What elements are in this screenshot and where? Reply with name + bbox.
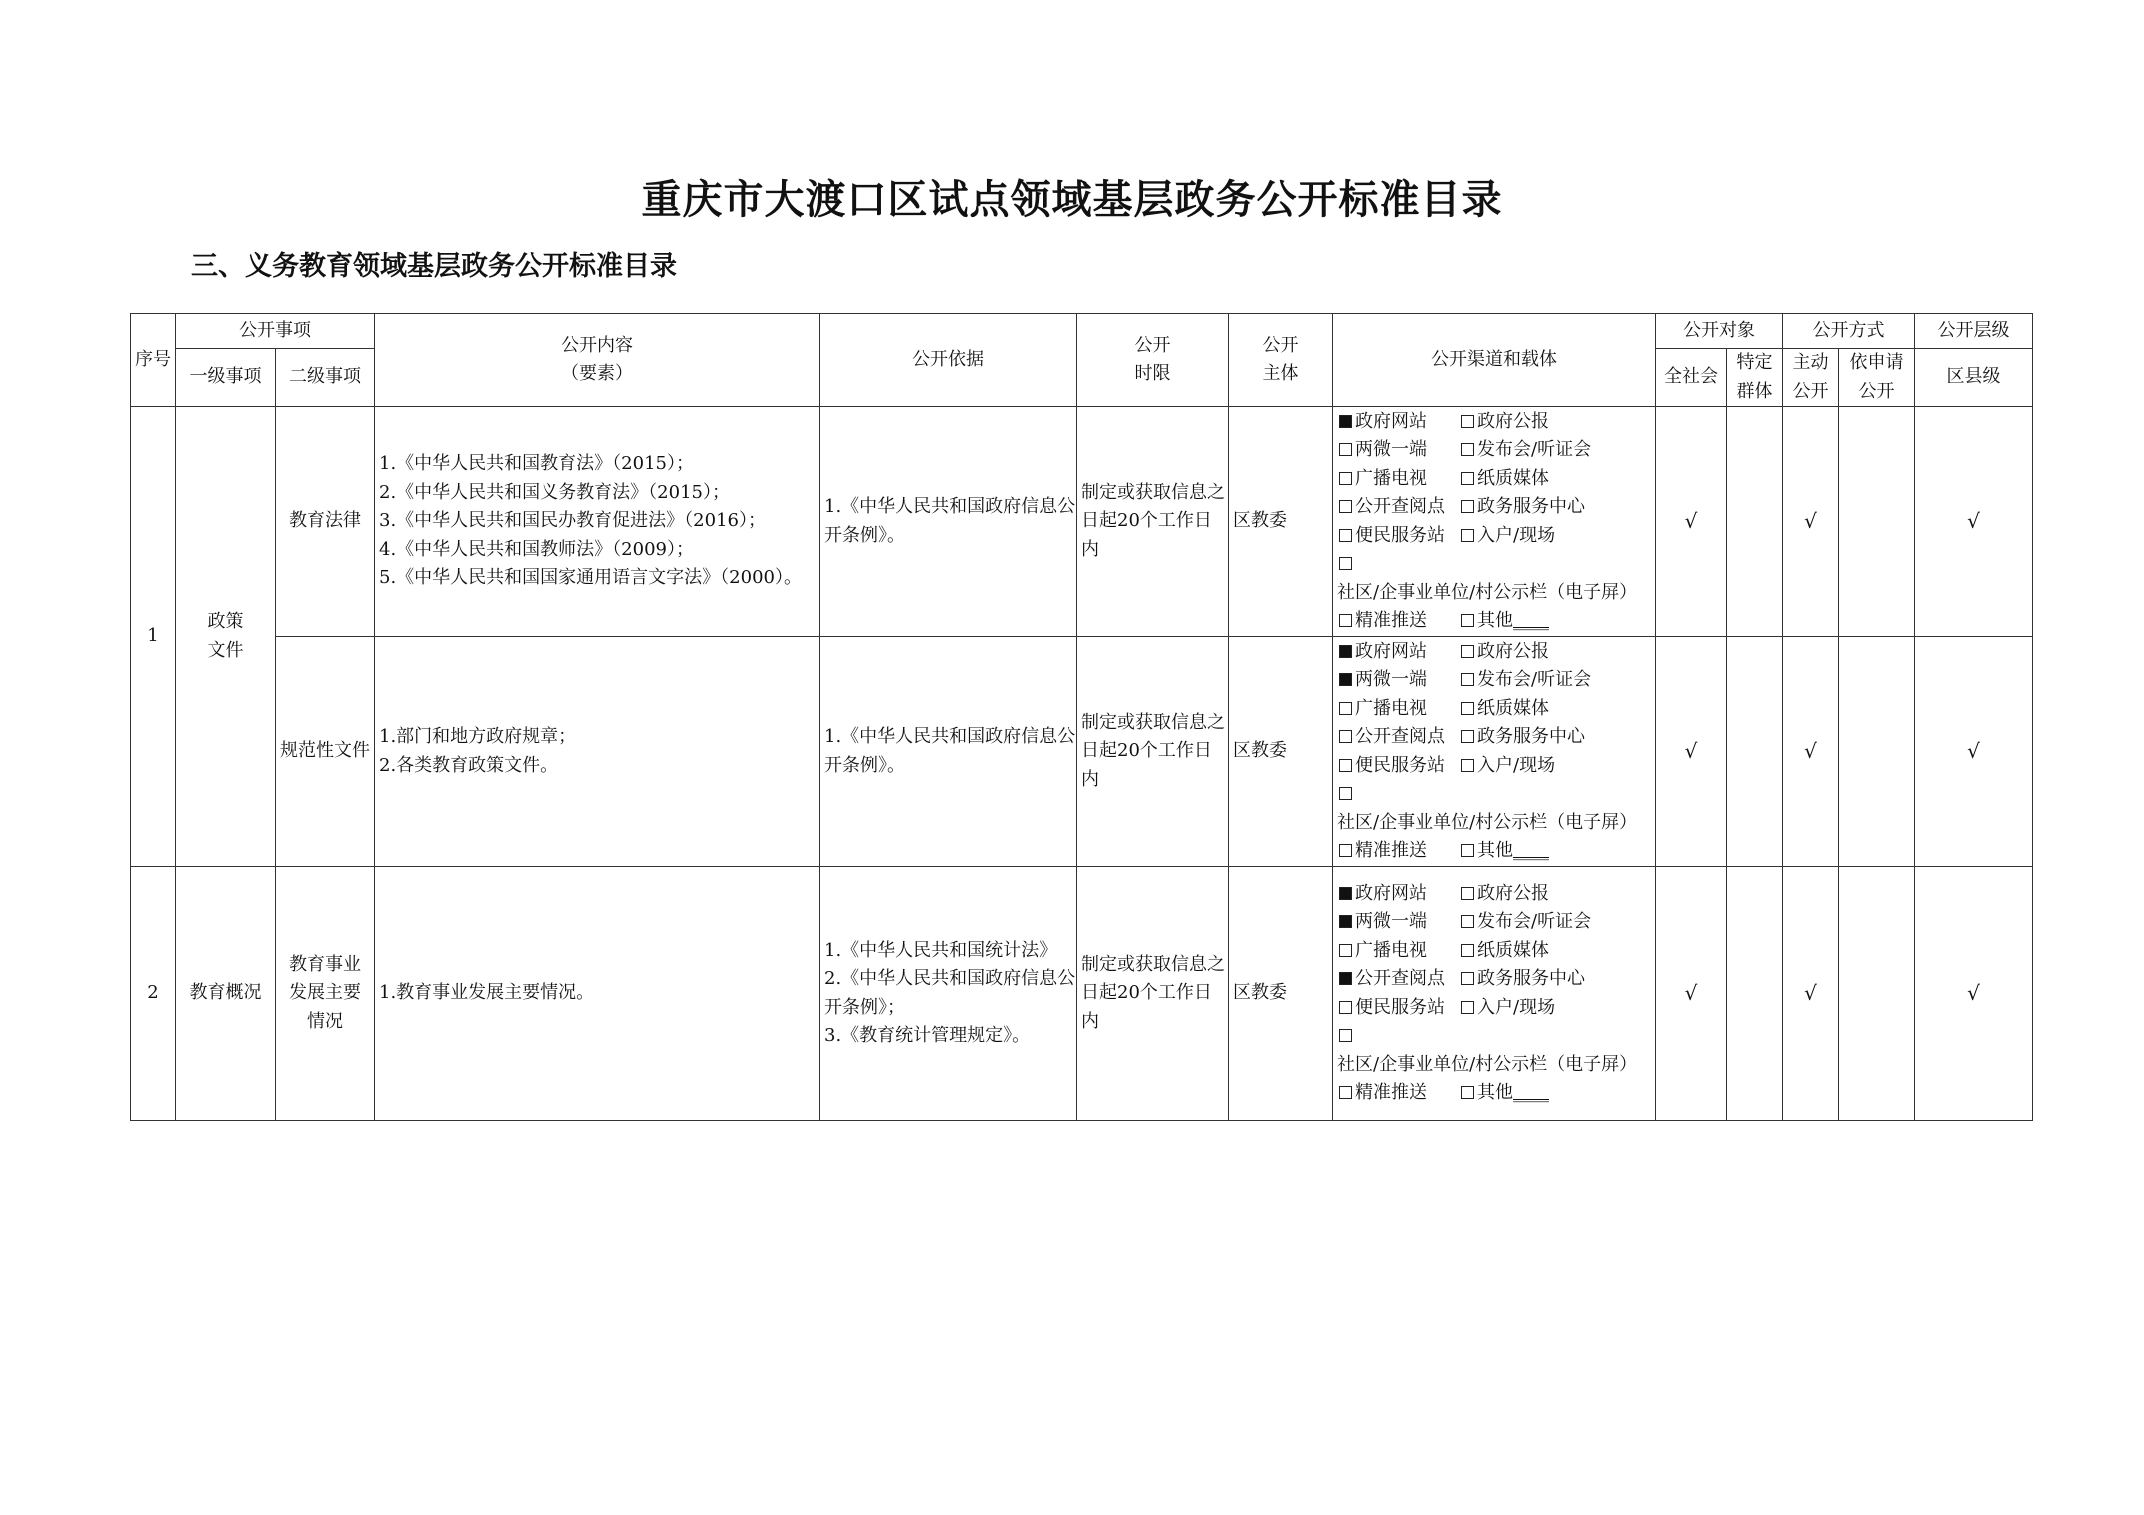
channel-line <box>1337 522 1655 551</box>
subject-cell: 区教委 <box>1229 637 1333 867</box>
channel-label: 两微一端 <box>1355 439 1427 460</box>
checkbox-icon <box>1461 472 1474 485</box>
seq-cell: 2 <box>131 867 176 1121</box>
channel-option-other <box>1459 837 1549 866</box>
header-active: 主动 公开 <box>1783 349 1839 407</box>
channel-label: 政府公报 <box>1477 640 1549 662</box>
channel-label: 精准推送 <box>1355 840 1427 861</box>
checkbox-icon <box>1339 500 1352 513</box>
content-cell: 1.部门和地方政府规章； 2.各类教育政策文件。 <box>375 637 820 867</box>
channel-label: 便民服务站 <box>1355 754 1445 776</box>
header-level2: 二级事项 <box>276 349 375 407</box>
checkbox-icon <box>1339 557 1352 570</box>
time-limit-cell: 制定或获取信息之日起20个工作日内 <box>1077 637 1229 867</box>
fill-blank: ____ <box>1513 1082 1549 1103</box>
channel-option-two-micro-one-end <box>1337 666 1459 695</box>
channel-option-bulletin-board <box>1337 1022 1655 1079</box>
fill-blank: ____ <box>1513 840 1549 861</box>
basis-cell: 1.《中华人民共和国政府信息公开条例》。 <box>820 637 1077 867</box>
channel-option-bulletin-board <box>1337 780 1655 837</box>
channel-line <box>1337 465 1655 494</box>
channel-label: 政府网站 <box>1355 410 1427 432</box>
checkbox-icon <box>1339 1086 1352 1099</box>
header-time-limit: 公开 时限 <box>1077 314 1229 407</box>
checkbox-icon <box>1339 614 1352 627</box>
channel-line <box>1337 436 1655 465</box>
specific-group-check <box>1727 407 1783 637</box>
specific-group-check <box>1727 637 1783 867</box>
channel-label: 发布会/听证会 <box>1477 911 1592 932</box>
channel-label: 广播电视 <box>1355 467 1427 489</box>
checkbox-icon <box>1339 529 1352 542</box>
channel-label: 政务服务中心 <box>1477 968 1585 989</box>
channel-label: 精准推送 <box>1355 1082 1427 1103</box>
checkbox-icon <box>1461 673 1474 686</box>
content-cell: 1.《中华人民共和国教育法》（2015）； 2.《中华人民共和国义务教育法》（2015）； 3.《中华人民共和国民办教育促进法》（2016）； 4.《中华人民共和国教师法》（2009）； 5.《中华人民共和国国家通用语言文字法》（2000）。 <box>375 407 820 637</box>
checkbox-icon <box>1339 972 1352 985</box>
channel-line <box>1337 723 1655 752</box>
on-request-check <box>1839 867 1915 1121</box>
channel-label: 其他 <box>1477 1082 1513 1103</box>
level2-cell: 教育法律 <box>276 407 375 637</box>
channel-option-radio-tv <box>1337 695 1459 724</box>
checkbox-icon <box>1461 614 1474 627</box>
channel-label: 便民服务站 <box>1355 996 1445 1018</box>
checkbox-icon <box>1339 645 1352 658</box>
channel-label: 公开查阅点 <box>1355 496 1445 517</box>
channel-option-other <box>1459 1079 1549 1108</box>
seq-cell: 1 <box>131 407 176 867</box>
channel-label: 入户/现场 <box>1477 996 1556 1018</box>
channel-label: 政府公报 <box>1477 410 1549 432</box>
channel-option-precise-push <box>1337 837 1459 866</box>
channel-option-print-media <box>1459 465 1549 494</box>
channel-label: 入户/现场 <box>1477 754 1556 776</box>
checkbox-icon <box>1339 887 1352 900</box>
channel-label: 政务服务中心 <box>1477 726 1585 747</box>
channel-option-service-center <box>1459 965 1585 994</box>
checkbox-icon <box>1339 915 1352 928</box>
table-row <box>131 637 2033 867</box>
channel-option-service-center <box>1459 493 1585 522</box>
checkbox-icon <box>1461 887 1474 900</box>
checkbox-icon <box>1339 759 1352 772</box>
channel-line <box>1337 1022 1655 1079</box>
document-title: 重庆市大渡口区试点领域基层政务公开标准目录 <box>641 177 1503 223</box>
channel-line <box>1337 695 1655 724</box>
channel-label: 政府网站 <box>1355 882 1427 904</box>
header-item: 公开事项 <box>176 314 375 349</box>
basis-cell: 1.《中华人民共和国统计法》 2.《中华人民共和国政府信息公开条例》； 3.《教育统计管理规定》。 <box>820 867 1077 1121</box>
checkbox-icon <box>1339 1029 1352 1042</box>
channel-label: 发布会/听证会 <box>1477 439 1592 460</box>
fill-blank: ____ <box>1513 610 1549 631</box>
channel-label: 公开查阅点 <box>1355 726 1445 747</box>
checkbox-icon <box>1461 759 1474 772</box>
header-subject: 公开 主体 <box>1229 314 1333 407</box>
checkbox-icon <box>1339 415 1352 428</box>
header-channels: 公开渠道和载体 <box>1333 314 1656 407</box>
channel-line <box>1337 880 1655 909</box>
channel-option-convenience-station <box>1337 994 1459 1023</box>
channel-option-gov-website <box>1337 638 1459 667</box>
checkbox-icon <box>1339 702 1352 715</box>
subject-cell: 区教委 <box>1229 407 1333 637</box>
table-row <box>131 407 2033 637</box>
checkbox-icon <box>1339 844 1352 857</box>
channel-option-convenience-station <box>1337 522 1459 551</box>
on-request-check <box>1839 407 1915 637</box>
whole-society-check: √ <box>1656 637 1727 867</box>
channels-cell <box>1333 867 1656 1121</box>
checkbox-icon <box>1461 443 1474 456</box>
channel-label: 发布会/听证会 <box>1477 669 1592 690</box>
active-check: √ <box>1783 637 1839 867</box>
checkbox-icon <box>1339 443 1352 456</box>
on-request-check <box>1839 637 1915 867</box>
channel-label: 其他 <box>1477 610 1513 631</box>
channel-label: 其他 <box>1477 840 1513 861</box>
channel-option-gov-gazette <box>1459 638 1549 667</box>
specific-group-check <box>1727 867 1783 1121</box>
channel-option-convenience-station <box>1337 752 1459 781</box>
level1-cell: 教育概况 <box>176 867 276 1121</box>
header-on-request: 依申请 公开 <box>1839 349 1915 407</box>
channels-cell <box>1333 407 1656 637</box>
checkbox-icon <box>1461 844 1474 857</box>
checkbox-icon <box>1461 944 1474 957</box>
whole-society-check: √ <box>1656 867 1727 1121</box>
checkbox-icon <box>1461 730 1474 743</box>
channel-option-radio-tv <box>1337 937 1459 966</box>
checkbox-icon <box>1339 730 1352 743</box>
checkbox-icon <box>1461 1086 1474 1099</box>
standard-catalog-table <box>130 313 2033 1121</box>
level2-cell: 教育事业 发展主要 情况 <box>276 867 375 1121</box>
header-whole-society: 全社会 <box>1656 349 1727 407</box>
channel-line <box>1337 994 1655 1023</box>
channel-label: 纸质媒体 <box>1477 939 1549 961</box>
active-check: √ <box>1783 867 1839 1121</box>
header-content: 公开内容 （要素） <box>375 314 820 407</box>
channel-label: 政府网站 <box>1355 640 1427 662</box>
section-subtitle: 三、义务教育领域基层政务公开标准目录 <box>191 251 677 282</box>
channel-label: 社区/企事业单位/村公示栏（电子屏） <box>1337 581 1638 603</box>
channel-label: 公开查阅点 <box>1355 968 1445 989</box>
channel-line <box>1337 408 1655 437</box>
header-level1: 一级事项 <box>176 349 276 407</box>
channel-option-bulletin-board <box>1337 550 1655 607</box>
header-district: 区县级 <box>1915 349 2033 407</box>
channel-line <box>1337 780 1655 837</box>
checkbox-icon <box>1339 1001 1352 1014</box>
channel-label: 政府公报 <box>1477 882 1549 904</box>
channel-option-two-micro-one-end <box>1337 908 1459 937</box>
channel-line <box>1337 965 1655 994</box>
channel-option-public-reading <box>1337 493 1459 522</box>
checkbox-icon <box>1339 472 1352 485</box>
checkbox-icon <box>1461 415 1474 428</box>
channel-line <box>1337 752 1655 781</box>
channel-option-print-media <box>1459 695 1549 724</box>
channel-line <box>1337 638 1655 667</box>
channel-label: 广播电视 <box>1355 939 1427 961</box>
channel-option-door-to-door <box>1459 522 1555 551</box>
channel-label: 纸质媒体 <box>1477 697 1549 719</box>
checkbox-icon <box>1461 500 1474 513</box>
channel-line <box>1337 607 1655 636</box>
whole-society-check: √ <box>1656 407 1727 637</box>
checkbox-icon <box>1461 1001 1474 1014</box>
checkbox-icon <box>1461 972 1474 985</box>
checkbox-icon <box>1339 673 1352 686</box>
channel-line <box>1337 666 1655 695</box>
channel-label: 政务服务中心 <box>1477 496 1585 517</box>
channel-option-public-reading <box>1337 723 1459 752</box>
table-row <box>131 867 2033 1121</box>
checkbox-icon <box>1339 944 1352 957</box>
channels-cell <box>1333 637 1656 867</box>
channel-option-gov-gazette <box>1459 408 1549 437</box>
district-check: √ <box>1915 637 2033 867</box>
channel-option-service-center <box>1459 723 1585 752</box>
level1-cell: 政策 文件 <box>176 407 276 867</box>
basis-cell: 1.《中华人民共和国政府信息公开条例》。 <box>820 407 1077 637</box>
checkbox-icon <box>1339 787 1352 800</box>
channel-line <box>1337 908 1655 937</box>
channel-option-press-conference <box>1459 908 1591 937</box>
subject-cell: 区教委 <box>1229 867 1333 1121</box>
district-check: √ <box>1915 407 2033 637</box>
channel-label: 两微一端 <box>1355 669 1427 690</box>
channel-label: 纸质媒体 <box>1477 467 1549 489</box>
district-check: √ <box>1915 867 2033 1121</box>
time-limit-cell: 制定或获取信息之日起20个工作日内 <box>1077 407 1229 637</box>
channel-label: 便民服务站 <box>1355 524 1445 546</box>
header-basis: 公开依据 <box>820 314 1077 407</box>
channel-line <box>1337 937 1655 966</box>
channel-label: 两微一端 <box>1355 911 1427 932</box>
header-specific-group: 特定 群体 <box>1727 349 1783 407</box>
channel-label: 入户/现场 <box>1477 524 1556 546</box>
channel-option-public-reading <box>1337 965 1459 994</box>
channel-option-gov-gazette <box>1459 880 1549 909</box>
active-check: √ <box>1783 407 1839 637</box>
channel-label: 社区/企事业单位/村公示栏（电子屏） <box>1337 811 1638 833</box>
channel-option-two-micro-one-end <box>1337 436 1459 465</box>
content-cell: 1.教育事业发展主要情况。 <box>375 867 820 1121</box>
checkbox-icon <box>1461 915 1474 928</box>
channel-option-gov-website <box>1337 408 1459 437</box>
level2-cell: 规范性文件 <box>276 637 375 867</box>
channel-option-print-media <box>1459 937 1549 966</box>
checkbox-icon <box>1461 529 1474 542</box>
channel-option-precise-push <box>1337 607 1459 636</box>
channel-label: 社区/企事业单位/村公示栏（电子屏） <box>1337 1053 1638 1075</box>
channel-line <box>1337 1079 1655 1108</box>
channel-option-radio-tv <box>1337 465 1459 494</box>
channel-option-press-conference <box>1459 436 1591 465</box>
channel-option-precise-push <box>1337 1079 1459 1108</box>
channel-option-door-to-door <box>1459 752 1555 781</box>
header-seq: 序号 <box>131 314 176 407</box>
header-level: 公开层级 <box>1915 314 2033 349</box>
channel-option-gov-website <box>1337 880 1459 909</box>
checkbox-icon <box>1461 702 1474 715</box>
channel-option-press-conference <box>1459 666 1591 695</box>
header-target: 公开对象 <box>1656 314 1783 349</box>
channel-line <box>1337 550 1655 607</box>
checkbox-icon <box>1461 645 1474 658</box>
time-limit-cell: 制定或获取信息之日起20个工作日内 <box>1077 867 1229 1121</box>
channel-line <box>1337 837 1655 866</box>
channel-label: 广播电视 <box>1355 697 1427 719</box>
channel-option-door-to-door <box>1459 994 1555 1023</box>
header-method: 公开方式 <box>1783 314 1915 349</box>
channel-line <box>1337 493 1655 522</box>
channel-option-other <box>1459 607 1549 636</box>
channel-label: 精准推送 <box>1355 610 1427 631</box>
